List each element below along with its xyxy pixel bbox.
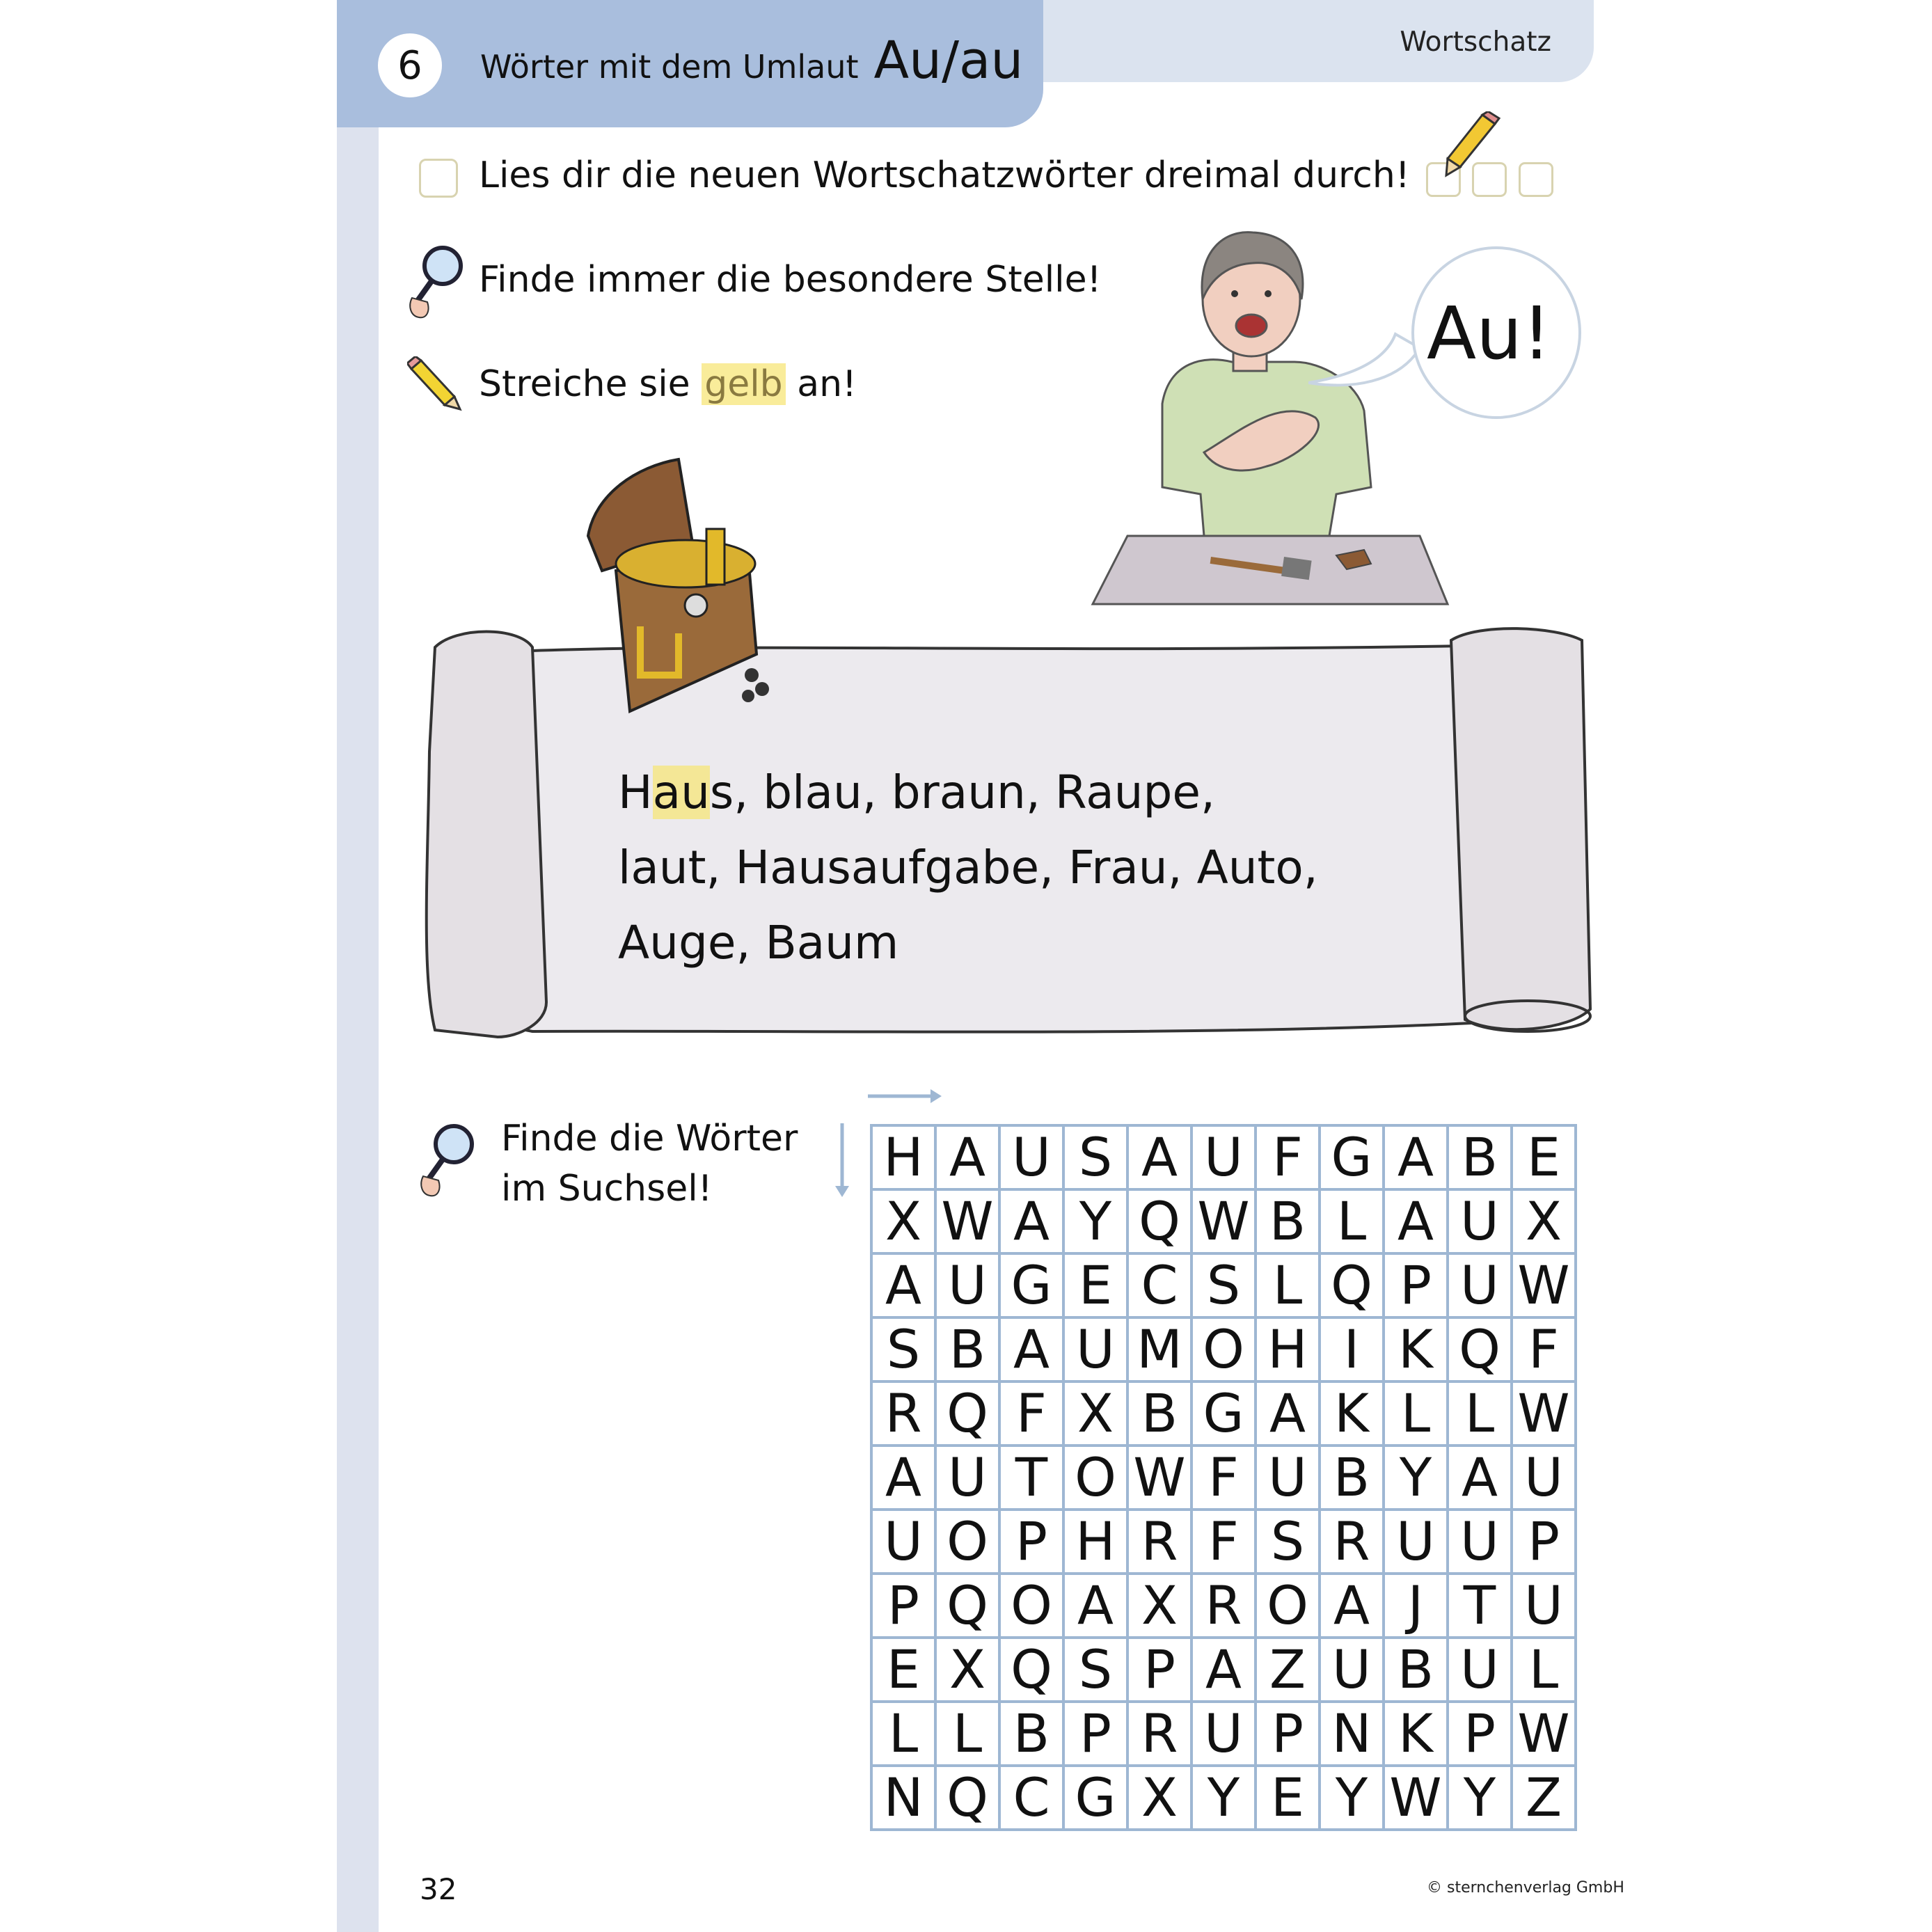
wordsearch-cell[interactable]: G [1063,1766,1127,1830]
wordsearch-cell[interactable]: Z [1256,1638,1320,1702]
wordsearch-row [871,1510,1576,1574]
wordsearch-row [871,1702,1576,1766]
wordsearch-cell[interactable]: X [1127,1766,1191,1830]
wordsearch-cell[interactable]: A [999,1317,1063,1381]
wordsearch-cell[interactable]: L [1320,1189,1384,1253]
wordsearch-cell[interactable]: A [999,1189,1063,1253]
wordsearch-row [871,1574,1576,1638]
wordsearch-cell[interactable]: W [1384,1766,1448,1830]
wordsearch-cell[interactable]: W [1512,1381,1576,1446]
magnifier-icon [418,1122,477,1198]
instruction-mark [479,363,857,405]
wordsearch-cell[interactable]: U [871,1510,935,1574]
wordsearch-cell[interactable]: U [1384,1510,1448,1574]
instruction-mark-after: an! [797,363,857,405]
wordsearch-cell[interactable]: R [1320,1510,1384,1574]
wordsearch-cell[interactable]: R [1127,1510,1191,1574]
page-title-text: Wörter mit dem Umlaut [480,48,859,86]
wordsearch-cell[interactable]: U [1512,1446,1576,1510]
wordsearch-cell[interactable]: X [935,1638,999,1702]
wordsearch-cell[interactable]: N [1320,1702,1384,1766]
wordsearch-cell[interactable]: U [1448,1638,1512,1702]
wordsearch-cell[interactable]: P [999,1510,1063,1574]
wordsearch-cell[interactable]: U [1448,1189,1512,1253]
instruction-find: Finde immer die besondere Stelle! [479,259,1102,301]
wordsearch-cell[interactable]: Y [1063,1189,1127,1253]
wordsearch-cell[interactable]: U [1448,1510,1512,1574]
copyright: © sternchenverlag GmbH [1427,1879,1624,1897]
wordsearch-row [871,1189,1576,1253]
wordsearch-cell[interactable]: Q [1127,1189,1191,1253]
wordsearch-cell[interactable]: G [1191,1381,1256,1446]
wordsearch-cell[interactable]: F [1512,1317,1576,1381]
wordsearch-cell[interactable]: A [935,1125,999,1189]
wordsearch-cell[interactable]: E [871,1638,935,1702]
read-checkbox[interactable] [419,159,458,198]
wordsearch-row [871,1381,1576,1446]
wordsearch-cell[interactable]: X [1512,1189,1576,1253]
wordsearch-cell[interactable]: X [871,1189,935,1253]
wordsearch-row [871,1253,1576,1317]
wordsearch-cell[interactable]: O [1256,1574,1320,1638]
wordsearch-cell[interactable]: A [1384,1125,1448,1189]
vocabulary-highlight: au [652,766,710,819]
wordsearch-cell[interactable]: K [1384,1702,1448,1766]
wordsearch-cell[interactable]: A [1384,1189,1448,1253]
wordsearch-row [871,1766,1576,1830]
wordsearch-cell[interactable]: H [1063,1510,1127,1574]
wordsearch-cell[interactable]: I [1320,1317,1384,1381]
wordsearch-cell[interactable]: W [1127,1446,1191,1510]
wordsearch-row [871,1638,1576,1702]
wordsearch-cell[interactable]: M [1127,1317,1191,1381]
wordsearch-cell[interactable]: P [1127,1638,1191,1702]
wordsearch-cell[interactable]: W [1512,1702,1576,1766]
wordsearch-cell[interactable]: E [1063,1253,1127,1317]
wordsearch-cell[interactable]: F [1256,1125,1320,1189]
wordsearch-cell[interactable]: Y [1320,1766,1384,1830]
left-margin-bar [337,0,379,1932]
wordsearch-cell[interactable]: E [1512,1125,1576,1189]
wordsearch-cell[interactable]: W [1191,1189,1256,1253]
vocabulary-line-1 [618,755,1318,830]
wordsearch-cell[interactable]: P [1384,1253,1448,1317]
wordsearch-cell[interactable]: K [1384,1317,1448,1381]
wordsearch-cell[interactable]: Y [1384,1446,1448,1510]
wordsearch-cell[interactable]: A [1448,1446,1512,1510]
wordsearch-instruction-line-2: im Suchsel! [501,1168,713,1210]
page-title [480,31,1023,90]
wordsearch-cell[interactable]: Z [1512,1766,1576,1830]
wordsearch-cell[interactable]: U [999,1125,1063,1189]
read-count-checkbox-3[interactable] [1519,162,1553,197]
wordsearch-cell[interactable]: A [1256,1381,1320,1446]
instruction-mark-color: gelb [702,363,785,405]
wordsearch-cell[interactable]: P [1256,1702,1320,1766]
wordsearch-row [871,1446,1576,1510]
wordsearch-cell[interactable]: Q [999,1638,1063,1702]
wordsearch-cell[interactable]: P [1512,1510,1576,1574]
wordsearch-cell[interactable]: S [1063,1125,1127,1189]
wordsearch-cell[interactable]: Q [935,1381,999,1446]
wordsearch-cell[interactable]: S [1063,1638,1127,1702]
wordsearch-cell[interactable]: T [999,1446,1063,1510]
wordsearch-cell[interactable]: R [1191,1574,1256,1638]
wordsearch-cell[interactable]: P [1448,1702,1512,1766]
instruction-mark-before: Streiche sie [479,363,690,405]
wordsearch-cell[interactable]: F [1191,1446,1256,1510]
pencil-icon [407,356,463,412]
wordsearch-cell[interactable]: U [935,1253,999,1317]
wordsearch-cell[interactable]: H [871,1125,935,1189]
wordsearch-cell[interactable]: H [1256,1317,1320,1381]
wordsearch-cell[interactable]: P [1063,1702,1127,1766]
wordsearch-cell[interactable]: A [1320,1574,1384,1638]
wordsearch-cell[interactable]: A [871,1253,935,1317]
wordsearch-cell[interactable]: N [871,1766,935,1830]
wordsearch-cell[interactable]: X [1063,1381,1127,1446]
wordsearch-cell[interactable]: A [871,1446,935,1510]
wordsearch-cell[interactable]: L [1448,1381,1512,1446]
wordsearch-cell[interactable]: A [1191,1638,1256,1702]
wordsearch-cell[interactable]: Q [935,1766,999,1830]
wordsearch-cell[interactable]: G [1320,1125,1384,1189]
wordsearch-cell[interactable]: Q [1448,1317,1512,1381]
wordsearch-cell[interactable]: Y [1448,1766,1512,1830]
wordsearch-cell[interactable]: G [999,1253,1063,1317]
wordsearch-cell[interactable]: U [1512,1574,1576,1638]
wordsearch-cell[interactable]: L [871,1702,935,1766]
wordsearch-cell[interactable]: U [1256,1446,1320,1510]
wordsearch-cell[interactable]: P [871,1574,935,1638]
wordsearch-cell[interactable]: O [1063,1446,1127,1510]
pencil-icon [1441,111,1503,177]
wordsearch-cell[interactable]: B [1127,1381,1191,1446]
wordsearch-cell[interactable]: L [935,1702,999,1766]
wordsearch-grid [870,1124,1577,1831]
wordsearch-cell[interactable]: O [935,1510,999,1574]
wordsearch-cell[interactable]: C [1127,1253,1191,1317]
wordsearch-cell[interactable]: A [1063,1574,1127,1638]
wordsearch-cell[interactable]: F [1191,1510,1256,1574]
wordsearch-cell[interactable]: L [1384,1381,1448,1446]
treasure-chest-illustration [574,452,797,717]
wordsearch-instruction-line-1: Finde die Wörter [501,1118,798,1159]
wordsearch-cell[interactable]: K [1320,1381,1384,1446]
page-title-highlight: Au/au [873,31,1024,90]
wordsearch-cell[interactable]: U [1063,1317,1127,1381]
wordsearch-cell[interactable]: Q [1320,1253,1384,1317]
arrow-right-icon [866,1086,943,1107]
wordsearch-cell[interactable]: E [1256,1766,1320,1830]
page-number: 32 [420,1872,457,1906]
magnifier-icon [406,244,466,320]
wordsearch-cell[interactable]: Y [1191,1766,1256,1830]
vocabulary-first-letter: H [618,766,653,819]
wordsearch-cell[interactable]: S [871,1317,935,1381]
wordsearch-cell[interactable]: R [871,1381,935,1446]
wordsearch-row [871,1125,1576,1189]
instruction-read: Lies dir die neuen Wortschatzwörter dreimal durch! [479,155,1410,196]
wordsearch-cell[interactable]: U [1191,1125,1256,1189]
wordsearch-cell[interactable]: B [1320,1446,1384,1510]
wordsearch-cell[interactable]: F [999,1381,1063,1446]
wordsearch-cell[interactable]: R [1127,1702,1191,1766]
wordsearch-cell[interactable]: B [999,1702,1063,1766]
wordsearch-cell[interactable]: S [1256,1510,1320,1574]
wordsearch-cell[interactable]: B [1448,1125,1512,1189]
wordsearch-cell[interactable]: U [1191,1702,1256,1766]
vocabulary-list [618,755,1318,981]
wordsearch-cell[interactable]: U [1448,1253,1512,1317]
wordsearch-cell[interactable]: O [999,1574,1063,1638]
wordsearch-cell[interactable]: T [1448,1574,1512,1638]
wordsearch-cell[interactable]: X [1127,1574,1191,1638]
wordsearch-cell[interactable]: O [1191,1317,1256,1381]
wordsearch-cell[interactable]: W [935,1189,999,1253]
wordsearch-cell[interactable]: W [1512,1253,1576,1317]
wordsearch-cell[interactable]: B [1384,1638,1448,1702]
wordsearch-cell[interactable]: L [1256,1253,1320,1317]
speech-bubble-text: Au! [1427,291,1551,376]
wordsearch-table [870,1124,1577,1831]
wordsearch-cell[interactable]: B [935,1317,999,1381]
wordsearch-cell[interactable]: L [1512,1638,1576,1702]
wordsearch-cell[interactable]: U [1320,1638,1384,1702]
lesson-number: 6 [378,33,442,97]
arrow-down-icon [832,1122,853,1198]
wordsearch-cell[interactable]: J [1384,1574,1448,1638]
wordsearch-cell[interactable]: C [999,1766,1063,1830]
wordsearch-instruction [501,1114,798,1214]
section-label: Wortschatz [1400,26,1551,58]
wordsearch-cell[interactable]: B [1256,1189,1320,1253]
wordsearch-row [871,1317,1576,1381]
vocabulary-line-1-rest: s, blau, braun, Raupe, [709,766,1215,819]
wordsearch-cell[interactable]: A [1127,1125,1191,1189]
wordsearch-cell[interactable]: S [1191,1253,1256,1317]
vocabulary-line-3: Auge, Baum [618,916,899,969]
wordsearch-cell[interactable]: U [935,1446,999,1510]
vocabulary-line-2: laut, Hausaufgabe, Frau, Auto, [618,841,1318,894]
wordsearch-cell[interactable]: Q [935,1574,999,1638]
